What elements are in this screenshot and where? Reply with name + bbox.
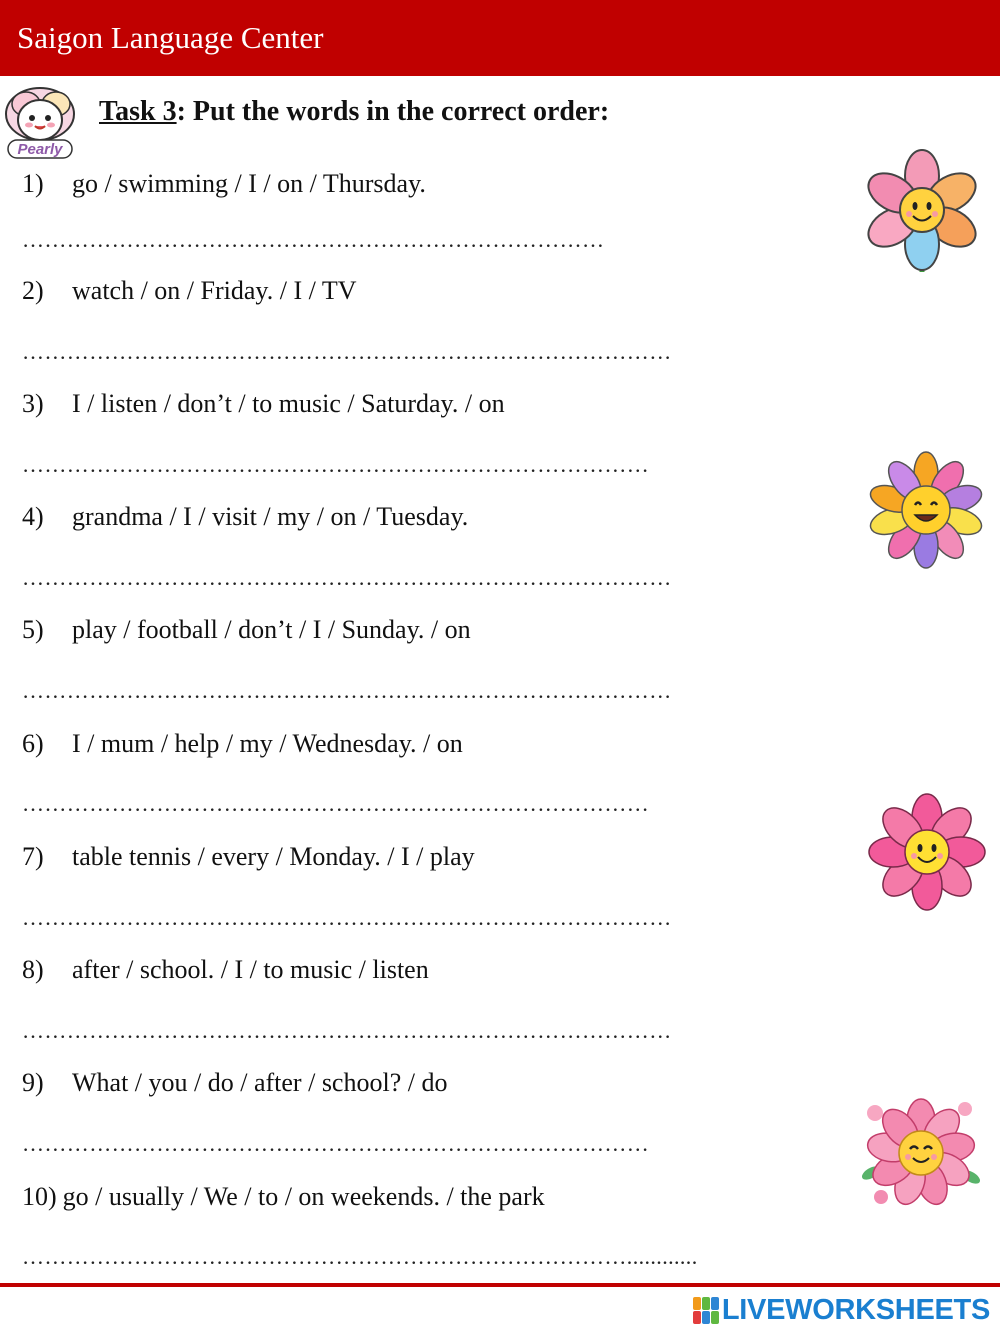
flower-sticker-icon (868, 790, 986, 919)
question-9 (22, 1068, 447, 1098)
question-text: after / school. / I / to music / listen (72, 955, 429, 984)
task-label: Task 3 (99, 96, 177, 127)
question-7 (22, 842, 475, 872)
question-number: 2) (22, 276, 44, 305)
answer-line-5[interactable]: …………………………………………………………………………… (22, 678, 672, 703)
question-number: 6) (22, 729, 44, 758)
question-4 (22, 502, 468, 532)
question-text: go / swimming / I / on / Thursday. (72, 169, 426, 198)
header-title: Saigon Language Center (17, 20, 324, 55)
answer-line-6[interactable]: ………………………………………………………………………… (22, 791, 650, 816)
question-text: table tennis / every / Monday. / I / play (72, 842, 475, 871)
header-bar (0, 0, 1000, 76)
task-instruction: : Put the words in the correct order: (176, 96, 610, 127)
mascot-label: Pearly (17, 141, 63, 158)
question-3 (22, 389, 505, 419)
answer-line-2[interactable]: …………………………………………………………………………… (22, 339, 672, 364)
logo-blocks-icon (693, 1297, 719, 1324)
logo-text: LIVEWORKSHEETS (721, 1293, 990, 1326)
question-text: go / usually / We / to / on weekends. / the park (62, 1182, 545, 1211)
question-6 (22, 729, 463, 759)
question-8 (22, 955, 429, 985)
question-text: watch / on / Friday. / I / TV (72, 276, 357, 305)
answer-line-10[interactable]: ………………………………………………………………………............ (22, 1244, 698, 1269)
question-number: 4) (22, 502, 44, 531)
flower-sticker-icon (858, 146, 986, 281)
question-10 (22, 1182, 545, 1212)
question-number: 10) (22, 1182, 57, 1211)
question-number: 1) (22, 169, 44, 198)
task-title (99, 96, 609, 128)
question-text: I / mum / help / my / Wednesday. / on (72, 729, 463, 758)
question-text: play / football / don’t / I / Sunday. / on (72, 615, 471, 644)
question-text: I / listen / don’t / to music / Saturday. / on (72, 389, 505, 418)
liveworksheets-logo[interactable] (693, 1293, 990, 1327)
question-text: What / you / do / after / school? / do (72, 1068, 448, 1097)
flower-sticker-icon (856, 1088, 986, 1223)
pearly-mascot-logo (2, 84, 80, 162)
answer-line-1[interactable]: …………………………………………………………………… (22, 227, 605, 252)
answer-line-4[interactable]: …………………………………………………………………………… (22, 565, 672, 590)
question-5 (22, 615, 471, 645)
question-text: grandma / I / visit / my / on / Tuesday. (72, 502, 469, 531)
answer-line-9[interactable]: ………………………………………………………………………… (22, 1131, 650, 1156)
question-number: 9) (22, 1068, 44, 1097)
flower-sticker-icon (864, 448, 988, 577)
question-2 (22, 276, 357, 306)
question-number: 8) (22, 955, 44, 984)
answer-line-3[interactable]: ………………………………………………………………………… (22, 452, 650, 477)
question-1 (22, 169, 426, 199)
answer-line-7[interactable]: …………………………………………………………………………… (22, 905, 672, 930)
footer-divider (0, 1283, 1000, 1287)
question-number: 3) (22, 389, 44, 418)
question-number: 7) (22, 842, 44, 871)
answer-line-8[interactable]: …………………………………………………………………………… (22, 1018, 672, 1043)
question-number: 5) (22, 615, 44, 644)
